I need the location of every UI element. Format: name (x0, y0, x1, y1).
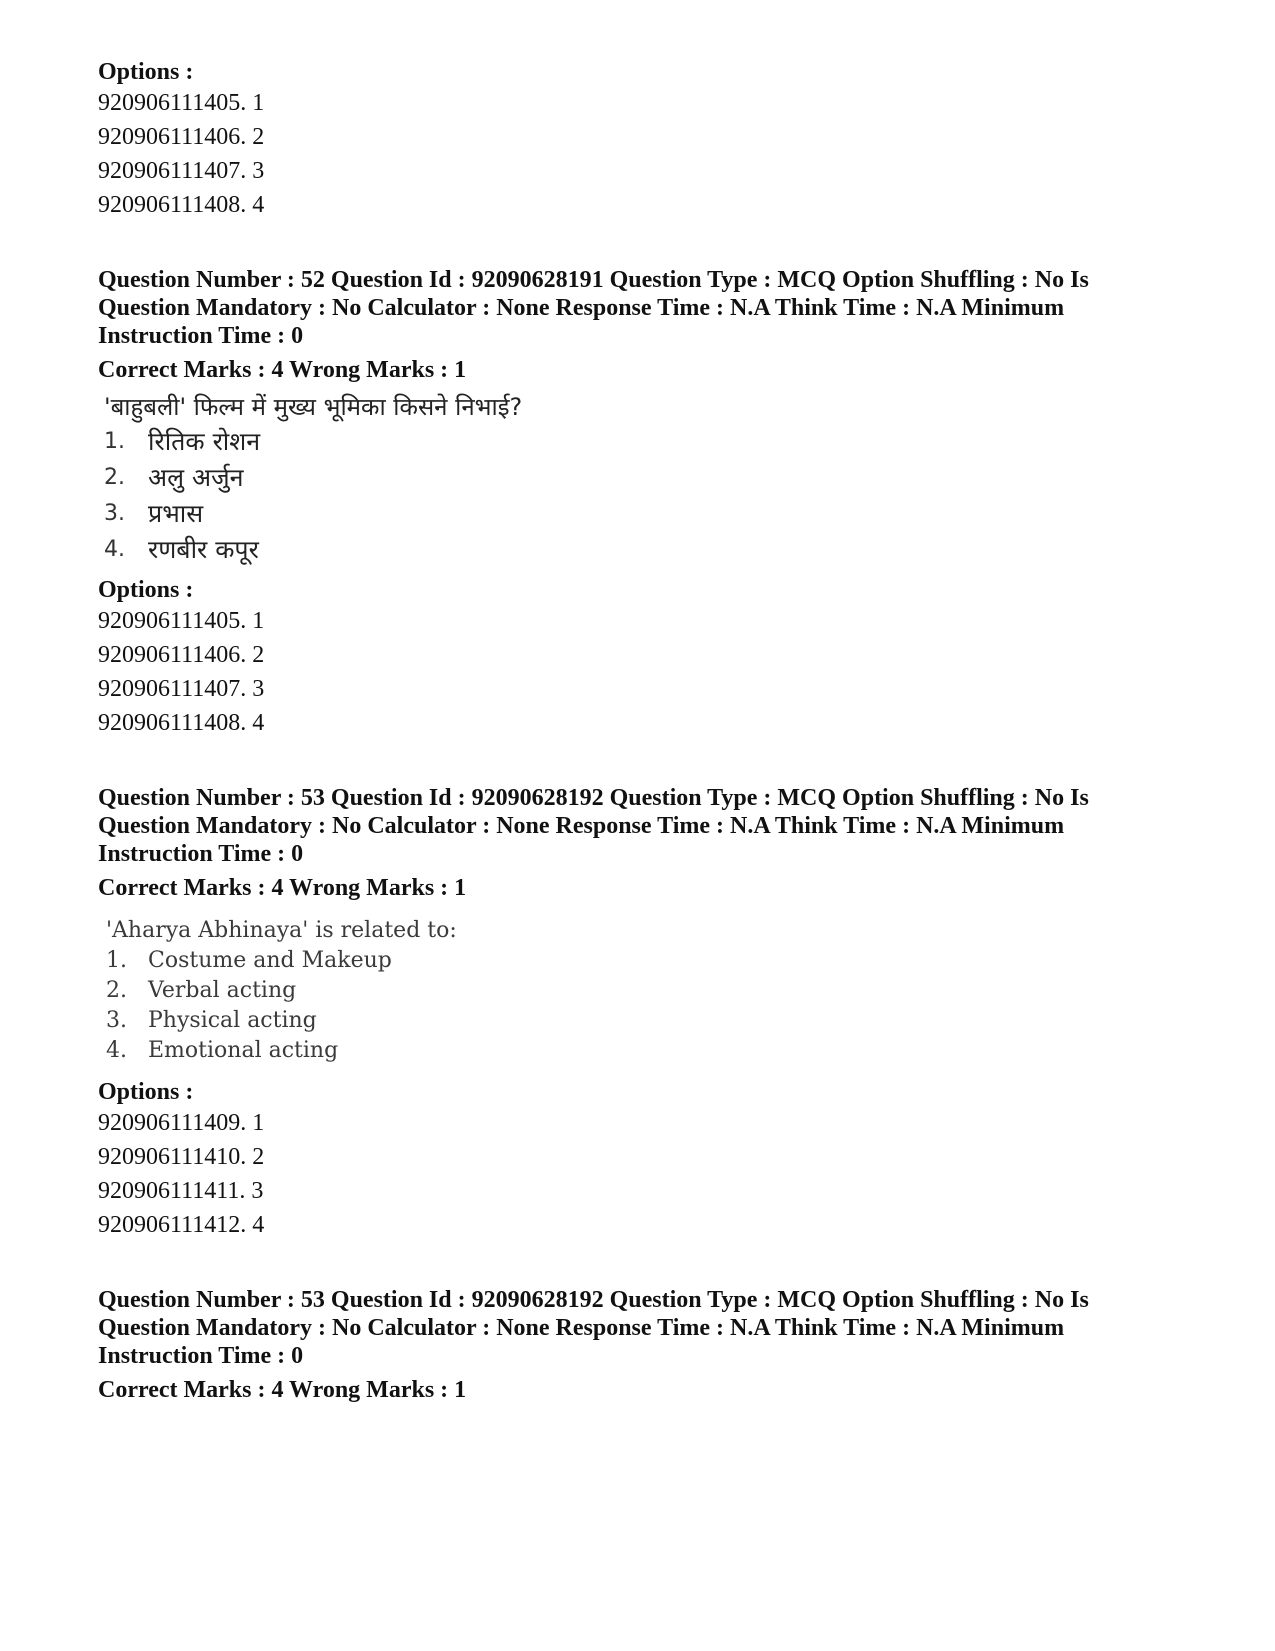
question-meta-line: Question Mandatory : No Calculator : None Response Time : N.A Think Time : N.A Minimum (98, 1315, 1065, 1341)
question-image-english (106, 916, 1198, 1066)
options-heading: Options : (98, 577, 194, 603)
choice-text: Physical acting (148, 1008, 317, 1033)
choice-number: 4. (104, 537, 125, 562)
choice-text: अलु अर्जुन (148, 463, 244, 492)
option-line: 920906111411. 3 (98, 1178, 264, 1204)
choice-text: Emotional acting (148, 1038, 339, 1063)
question-meta-line: Question Mandatory : No Calculator : None Response Time : N.A Think Time : N.A Minimum (98, 295, 1065, 321)
question-stem: 'Aharya Abhinaya' is related to: (106, 918, 457, 943)
question-meta-line: Question Number : 52 Question Id : 92090628191 Question Type : MCQ Option Shuffling : No Is (98, 267, 1089, 293)
choice-item (106, 1036, 1198, 1066)
question-meta-line: Instruction Time : 0 (98, 1343, 304, 1369)
question-meta (98, 266, 1198, 350)
choice-item (104, 532, 1198, 568)
question-meta-line: Question Mandatory : No Calculator : None Response Time : N.A Think Time : N.A Minimum (98, 813, 1065, 839)
question-meta (98, 1286, 1198, 1370)
question-meta-line: Question Number : 53 Question Id : 92090628192 Question Type : MCQ Option Shuffling : No Is (98, 785, 1089, 811)
option-line: 920906111408. 4 (98, 710, 265, 736)
choice-text: रितिक रोशन (148, 427, 261, 456)
question-meta (98, 784, 1198, 868)
question-52 (98, 266, 1198, 740)
option-line: 920906111405. 1 (98, 90, 265, 116)
option-line: 920906111410. 2 (98, 1144, 265, 1170)
choice-item (106, 976, 1198, 1006)
choice-number: 1. (106, 948, 127, 973)
question-53-repeat (98, 1286, 1198, 1404)
choice-item (104, 460, 1198, 496)
option-line: 920906111408. 4 (98, 192, 265, 218)
choice-number: 1. (104, 429, 125, 454)
choice-number: 2. (106, 978, 127, 1003)
question-meta-line: Instruction Time : 0 (98, 841, 304, 867)
question-53 (98, 784, 1198, 1242)
choice-item (104, 424, 1198, 460)
option-line: 920906111412. 4 (98, 1212, 265, 1238)
question-image-hindi (104, 390, 1198, 568)
question-meta-line: Question Number : 53 Question Id : 92090628192 Question Type : MCQ Option Shuffling : No Is (98, 1287, 1089, 1313)
option-line: 920906111407. 3 (98, 676, 265, 702)
choice-number: 2. (104, 465, 125, 490)
option-line: 920906111405. 1 (98, 608, 265, 634)
question-marks: Correct Marks : 4 Wrong Marks : 1 (98, 357, 467, 383)
choice-text: प्रभास (148, 499, 204, 528)
choice-item (106, 946, 1198, 976)
choice-item (104, 496, 1198, 532)
choice-number: 4. (106, 1038, 127, 1063)
choice-text: Costume and Makeup (148, 948, 392, 973)
document-page (98, 58, 1198, 1410)
question-stem: 'बाहुबली' फिल्म में मुख्य भूमिका किसने निभाई? (104, 393, 523, 421)
options-heading: Options : (98, 59, 194, 85)
option-line: 920906111407. 3 (98, 158, 265, 184)
option-line: 920906111406. 2 (98, 642, 265, 668)
options-block-previous (98, 58, 1198, 222)
option-line: 920906111406. 2 (98, 124, 265, 150)
options-heading: Options : (98, 1079, 194, 1105)
choice-item (106, 1006, 1198, 1036)
choice-text: Verbal acting (148, 978, 297, 1003)
choice-text: रणबीर कपूर (148, 535, 259, 564)
question-meta-line: Instruction Time : 0 (98, 323, 304, 349)
choice-number: 3. (106, 1008, 127, 1033)
question-marks: Correct Marks : 4 Wrong Marks : 1 (98, 875, 467, 901)
choice-number: 3. (104, 501, 125, 526)
option-line: 920906111409. 1 (98, 1110, 265, 1136)
question-marks: Correct Marks : 4 Wrong Marks : 1 (98, 1377, 467, 1403)
